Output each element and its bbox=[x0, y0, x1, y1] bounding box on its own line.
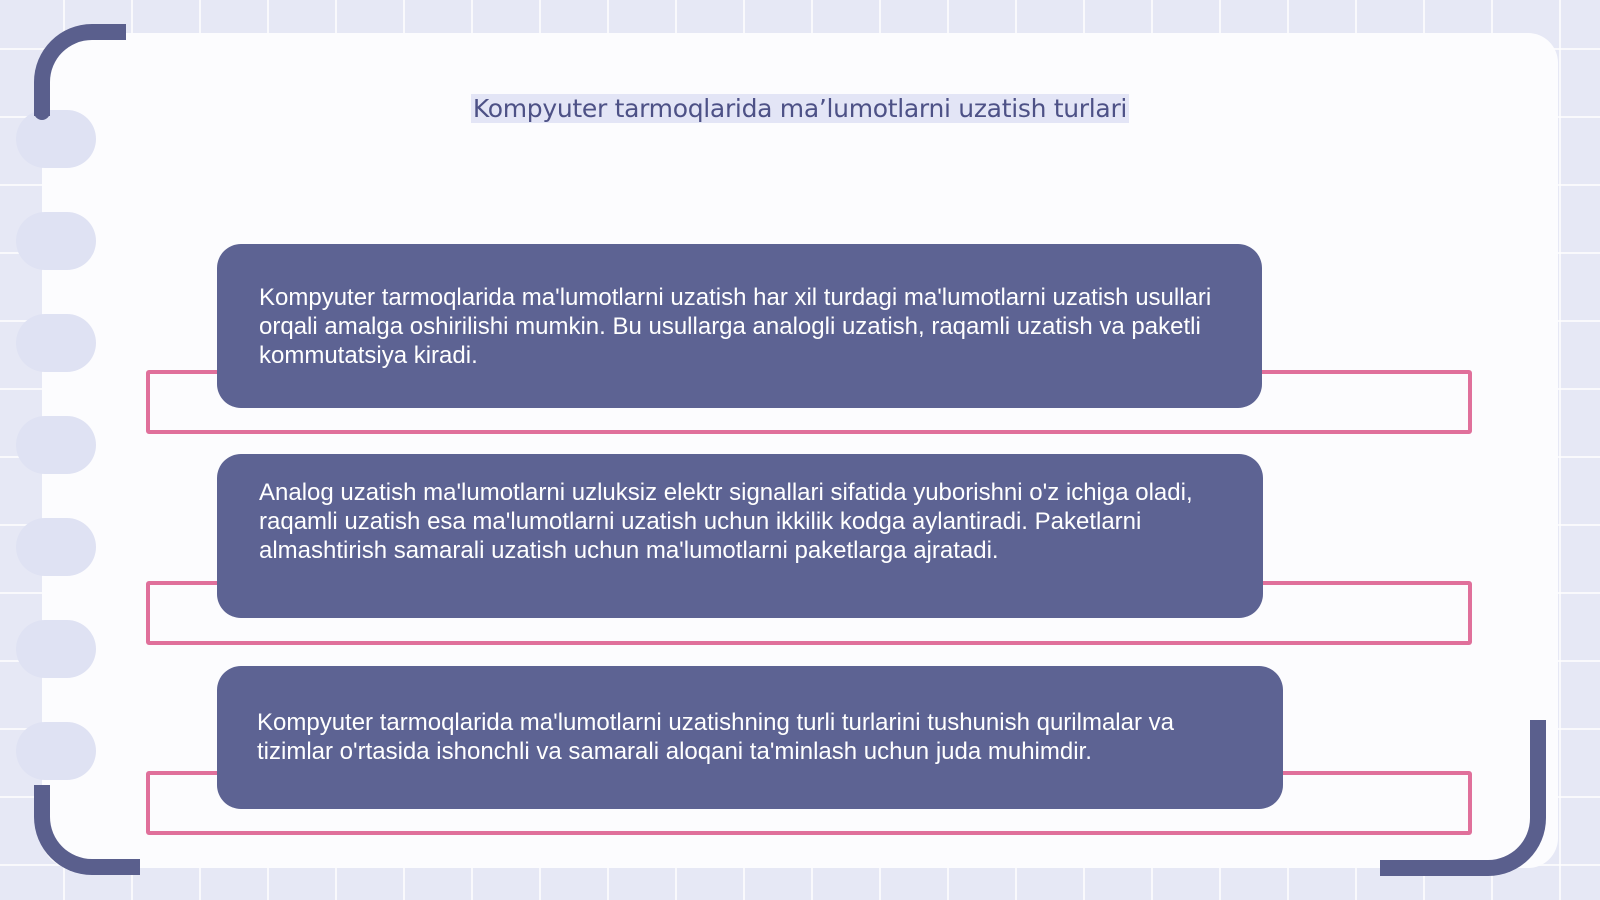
content-block-1-text: Kompyuter tarmoqlarida ma'lumotlarni uzatish har xil turdagi ma'lumotlarni uzatish usullari orqali amalga oshirilishi mumkin. Bu usullarga analogli uzatish, raqamli uzatish va paketli kommutatsiya kiradi. bbox=[259, 284, 1212, 369]
frame-corner-bottom-left bbox=[34, 785, 140, 875]
slide-title-text: Kompyuter tarmoqlarida ma’lumotlarni uzatish turlari bbox=[472, 94, 1128, 123]
content-block-1 bbox=[217, 244, 1262, 408]
scallop-edge bbox=[16, 620, 96, 678]
scallop-edge bbox=[16, 416, 96, 474]
slide-title bbox=[0, 94, 1600, 123]
content-block-2 bbox=[217, 454, 1263, 618]
scallop-edge bbox=[16, 722, 96, 780]
content-block-3 bbox=[217, 666, 1283, 809]
scallop-edge bbox=[16, 314, 96, 372]
scallop-edge bbox=[16, 518, 96, 576]
content-block-2-text: Analog uzatish ma'lumotlarni uzluksiz elektr signallari sifatida yuborishni o'z ichiga oladi, raqamli uzatish esa ma'lumotlarni uzatish uchun ikkilik kodga aylantiradi. Paketlarni almashtirish samarali uzatish uchun ma'lumotlarni paketlarga ajratadi. bbox=[259, 479, 1193, 564]
scallop-edge bbox=[16, 212, 96, 270]
content-block-3-text: Kompyuter tarmoqlarida ma'lumotlarni uzatishning turli turlarini tushunish qurilmalar va tizimlar o'rtasida ishonchli va samarali aloqani ta'minlash uchun juda muhimdir. bbox=[257, 709, 1174, 765]
